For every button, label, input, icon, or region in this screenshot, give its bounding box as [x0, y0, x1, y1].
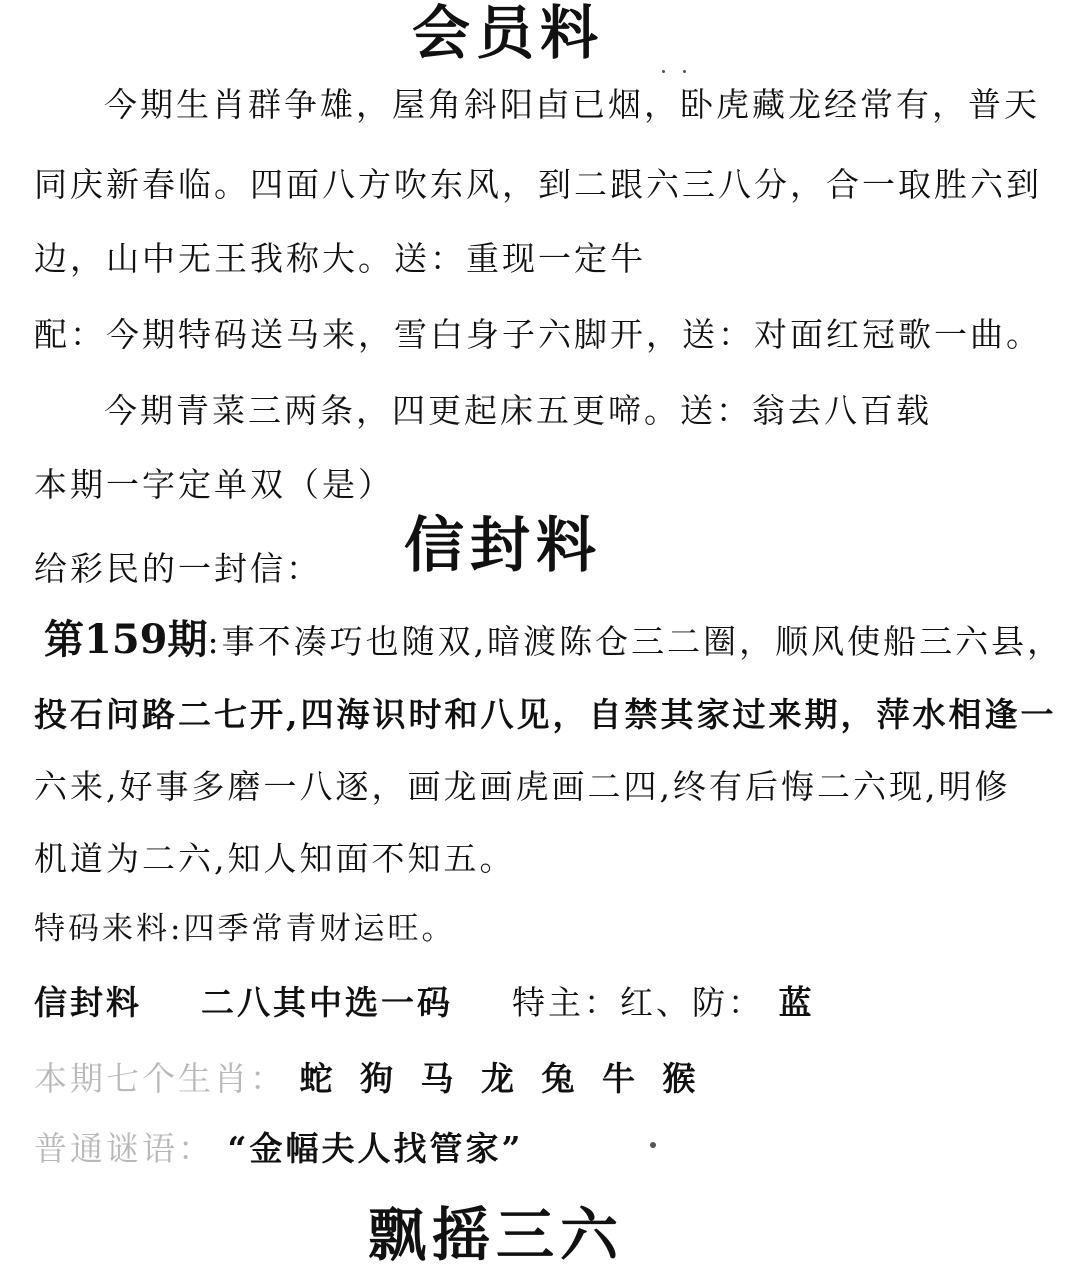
xinfeng-row [34, 983, 815, 1022]
tip-value: “金幅夫人找管家” [227, 1129, 524, 1168]
member-danshuang-line: 本期一字定单双（是） [34, 465, 394, 504]
tema-line: 特码来料:四季常青财运旺。 [34, 911, 456, 947]
xinfeng-label: 信封料 [34, 983, 142, 1022]
envelope-line-1 [44, 616, 1064, 663]
shengxiao-row [34, 1059, 704, 1098]
member-para-line-1: 今期生肖群争雄，屋角斜阳卣已烟，卧虎藏龙经常有，普天 [104, 85, 1040, 124]
xinfeng-pick: 二八其中选一码 [201, 983, 453, 1022]
issue-label: 第159期 [44, 616, 208, 663]
member-para-line-2: 同庆新春临。四面八方吹东风，到二跟六三八分，合一取胜六到 [34, 165, 1042, 204]
member-title: 会员料 [412, 0, 605, 67]
envelope-title: 信封料 [404, 511, 602, 581]
tip-label: 普通谜语： [34, 1129, 214, 1168]
envelope-line-3: 六来,好事多磨一八逐，画龙画虎画二四,终有后悔二六现,明修 [34, 767, 1011, 806]
member-para-line-3: 边，山中无王我称大。送：重现一定牛 [34, 239, 646, 278]
scan-speck [650, 1142, 656, 1148]
envelope-line-2: 投石问路二七开,四海识时和八见，自禁其家过来期，萍水相逢一 [34, 695, 1057, 734]
scan-speck [683, 70, 686, 73]
envelope-line-4: 机道为二六,知人知面不知五。 [34, 839, 516, 878]
shengxiao-values: 蛇 狗 马 龙 兔 牛 猴 [299, 1059, 704, 1098]
member-qing-line: 今期青菜三两条，四更起床五更啼。送：翁去八百载 [104, 391, 932, 430]
envelope-line-1-text: :事不凑巧也随双,暗渡陈仓三二圈，顺风使船三六县， [207, 622, 1064, 661]
member-pei-line: 配：今期特码送马来，雪白身子六脚开，送：对面红冠歌一曲。 [34, 315, 1042, 354]
piaoyao-title: 飘摇三六 [368, 1201, 625, 1269]
tezhu-value: 蓝 [778, 983, 815, 1022]
shengxiao-label: 本期七个生肖： [34, 1059, 286, 1098]
tip-row [34, 1129, 524, 1168]
scan-speck [662, 70, 665, 73]
letter-label: 给彩民的一封信： [34, 549, 322, 588]
tezhu-label: 特主：红、防： [512, 983, 764, 1022]
